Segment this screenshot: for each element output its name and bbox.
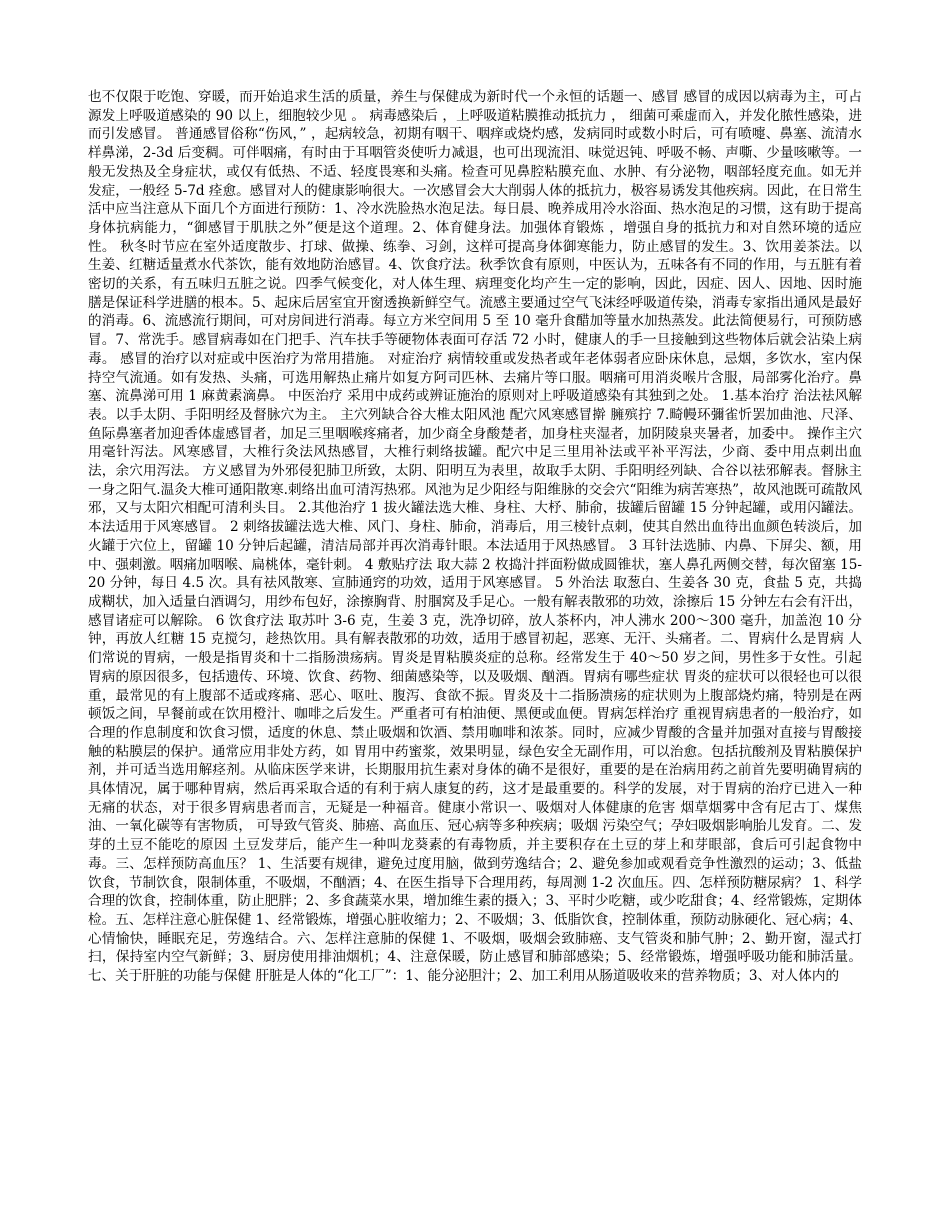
body-paragraph: 也不仅限于吃饱、穿暖，而开始追求生活的质量，养生与保健成为新时代一个永恒的话题一、感冒 感冒的成因以病毒为主，可占源发上呼吸道感染的 90 以上，细胞较少见 。 病毒感染后 ，上呼吸道粘膜推动抵抗力 ， 细菌可乘虚而入，并发化脓性感染，进而引发感冒。 普通感冒俗称“伤风，” ，起病较急，初期有咽干、咽痒或烧灼感，发病同时或数小时后，可有喷嚏、鼻塞、流清水样鼻涕，2-3d 后变稠。可伴咽痛，有时由于耳咽管炎使听力减退，也可出现流泪、味觉迟钝、呼吸不畅、声嘶、少量咳嗽等。一般无发热及全身症状，或仅有低热、不适、轻度畏寒和头痛。检查可见鼻腔粘膜充血、水肿、有分泌物，咽部轻度充血。如无并发症，一般经 5-7d 痊愈。感冒对人的健康影响很大。一次感冒会大大削弱人体的抵抗力，极容易诱发其他疾病。因此，在日常生活中应当注意从下面几个方面进行预防：1、冷水洗脸热水泡足法。每日晨、晚养成用冷水浴面、热水泡足的习惯，这有助于提高身体抗病能力，“御感冒于肌肤之外”便是这个道理。2、体育健身法。加强体育锻炼 ，增强自身的抵抗力和对自然环境的适应性。 秋冬时节应在室外适度散步、打球、做操、练拳、习剑，这样可提高身体御寒能力，防止感冒的发生。3、饮用姜茶法。以生姜、红糖适量煮水代茶饮，能有效地防治感冒。4、饮食疗法。秋季饮食有原则，中医认为，五味各有不同的作用，与五脏有着密切的关系，有五味归五脏之说。四季气候变化，对人体生理、病理变化均产生一定的影响，因此，因症、因人、因地、因时施膳是保证科学进膳的根本。5、起床后居室宜开窗透换新鲜空气。流感主要通过空气飞沫经呼吸道传染，消毒专家指出通风是最好的消毒。6、流感流行期间，可对房间进行消毒。每立方米空间用 5 至 10 毫升食醋加等量水加热蒸发。此法简便易行，可预防感冒。7、常洗手。感冒病毒如在门把手、汽车扶手等硬物体表面可存活 72 小时，健康人的手一旦接触到这些物体后就会沾染上病毒。 感冒的治疗以对症或中医治疗为常用措施。 对症治疗 病情较重或发热者或年老体弱者应卧床休息，忌烟，多饮水，室内保持空气流通。如有发热、头痛，可选用解热止痛片如复方阿司匹林、去痛片等口服。咽痛可用消炎喉片含服，局部雾化治疗。鼻塞、流鼻涕可用 1 麻黄素滴鼻。 中医治疗 采用中成药或辨证施治的原则对上呼吸道感染有其独到之处。 1.基本治疗 治法祛风解表。以手太阴、手阳明经及督脉穴为主。 主穴列缺合谷大椎太阳风池 配穴风寒感冒擀 臃殡拧 7.畸幔环彌雀忻罢加曲池、尺泽、鱼际鼻塞者加迎香体虚感冒者，加足三里咽喉疼痛者，加少商全身酸楚者，加身柱夹湿者，加阴陵泉夹暑者，加委中。 操作主穴用毫针泻法。风寒感冒，大椎行灸法风热感冒，大椎行刺络拔罐。配穴中足三里用补法或平补平泻法，少商、委中用点刺出血法，余穴用泻法。 方义感冒为外邪侵犯肺卫所致，太阴、阳明互为表里，故取手太阴、手阳明经列缺、合谷以祛邪解表。督脉主一身之阳气.温灸大椎可通阳散寒.刺络出血可清泻热邪。风池为足少阳经与阳维脉的交会穴“阳维为病苦寒热”，故风池既可疏散风邪，又与太阳穴相配可清利头目。 2.其他治疗 1 拔火罐法选大椎、身柱、大杼、肺俞，拔罐后留罐 15 分钟起罐，或用闪罐法。本法适用于风寒感冒。 2 刺络拔罐法选大椎、风门、身柱、肺俞，消毒后，用三棱针点刺，使其自然出血待出血颜色转淡后，加火罐于穴位上，留罐 10 分钟后起罐，清洁局部并再次消毒针眼。本法适用于风热感冒。 3 耳针法选肺、内鼻、下屏尖、额，用中、强刺激。咽痛加咽喉、扁桃体，毫针刺。 4 敷贴疗法 取大蒜 2 枚捣汁拌面粉做成圆锥状，塞人鼻孔两侧交替，每次留塞 15-20 分钟，每日 4.5 次。具有祛风散寒、宣肺通窍的功效，适用于风寒感冒。 5 外治法 取葱白、生姜各 30 克，食盐 5 克，共捣成糊状，加入适量白酒调匀，用纱布包好，涂擦胸背、肘腘窝及手足心。一般有解表散邪的功效，涂擦后 15 分钟左右会有汗出，感冒诸症可以解除。 6 饮食疗法 取苏叶 3-6 克，生姜 3 克，洗净切碎，放人茶杯内，冲人沸水 200～300 毫升，加盖泡 10 分钟，再放人红糖 15 克搅匀，趁热饮用。具有解表散邪的功效，适用于感冒初起，恶寒、无汗、头痛者。二、胃病什么是胃病 人们常说的胃病，一般是指胃炎和十二指肠溃疡病。胃炎是胃粘膜炎症的总称。经常发生于 40～50 岁之间，男性多于女性。引起胃病的原因很多，包括遗传、环境、饮食、药物、细菌感染等，以及吸烟、酗酒。胃病有哪些症状 胃炎的症状可以很轻也可以很重，最常见的有上腹部不适或疼痛、恶心、呕吐、腹泻、食欲不振。胃炎及十二指肠溃疡的症状则为上腹部烧灼痛，特别是在两顿饭之间，早餐前或在饮用橙汁、咖啡之后发生。严重者可有柏油便、黑便或血便。胃病怎样治疗 重视胃病患者的一般治疗，如合理的作息制度和饮食习惯，适度的休息、禁止吸烟和饮酒、禁用咖啡和浓茶。同时，应减少胃酸的含量并加强对直接与胃酸接触的粘膜层的保护。通常应用非处方药，如 胃用中药蜜浆，效果明显，绿色安全无副作用，可以治愈。包括抗酸剂及胃粘膜保护剂，并可适当选用解痉剂。从临床医学来讲，长期服用抗生素对身体的确不是很好，重要的是在治病用药之前首先要明确胃病的具体情况，属于哪种胃病，然后再采取合适的有利于病人康复的药，这才是最重要的。科学的发展，对于胃病的治疗已进入一种无痛的状态，对于很多胃病患者而言，无疑是一种福音。健康小常识一、吸烟对人体健康的危害 烟草烟雾中含有尼古丁、煤焦油、一氧化碳等有害物质， 可导致气管炎、肺癌、高血压、冠心病等多种疾病；吸烟 污染空气；孕妇吸烟影响胎儿发育。二、发芽的土豆不能吃的原因 土豆发芽后，能产生一种叫龙葵素的有毒物质，并主要积存在土豆的芽上和芽眼部，食后可引起食物中毒。三、怎样预防高血压？ 1、生活要有规律，避免过度用脑，做到劳逸结合；2、避免参加或观看竞争性激烈的运动；3、低盐饮食，节制饮食，限制体重，不吸烟，不酗酒；4、在医生指导下合理用药，每周测 1-2 次血压。四、怎样预防糖尿病？ 1、科学合理的饮食，控制体重，防止肥胖；2、多食蔬菜水果，增加维生素的摄入；3、平时少吃糖，或少吃甜食；4、经常锻炼，定期体检。五、怎样注意心脏保健 1、经常锻炼，增强心脏收缩力；2、不吸烟；3、低脂饮食，控制体重，预防动脉硬化、冠心病；4、心情愉快，睡眠充足，劳逸结合。六、怎样注意肺的保健 1、不吸烟，吸烟会致肺癌、支气管炎和肺气肿；2、勤开窗，湿式打扫，保持室内空气新鲜；3、厨房使用排油烟机；4、注意保暖，防止感冒和肺部感染；5、经常锻炼，增强呼吸功能和肺活量。七、关于肝脏的功能与保健 肝脏是人体的“化工厂”：1、能分泌胆汁；2、加工利用从肠道吸收来的营养物质；3、对人体内的	[88, 89, 862, 985]
document-page	[88, 88, 862, 1148]
